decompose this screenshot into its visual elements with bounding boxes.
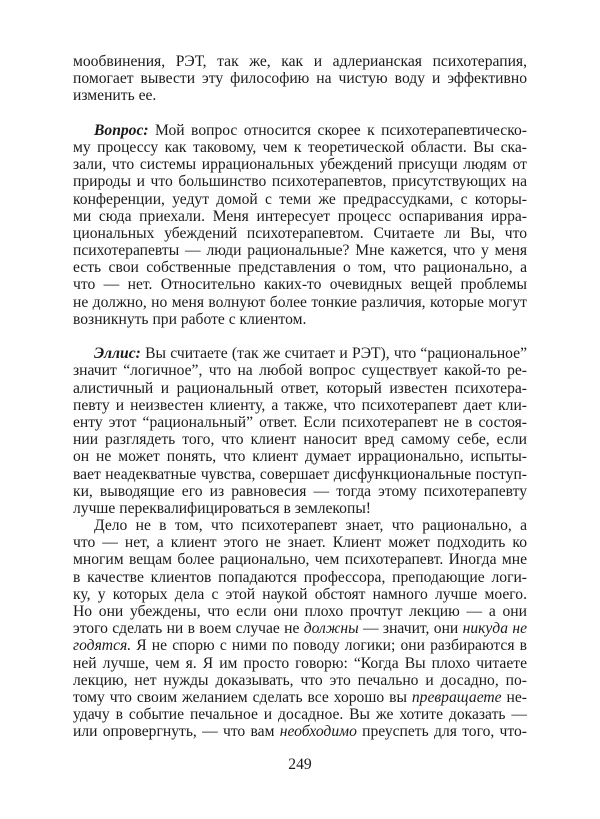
text-line [73,191,527,208]
text-line [73,87,527,104]
text-line [73,637,527,654]
text-segment: многим вещам более рационально, чем психотерапевт. Иногда мне [73,551,527,569]
text-line [73,345,527,362]
text-line [73,380,527,397]
text-line [73,517,527,534]
text-line [73,362,527,379]
page-number: 249 [288,756,312,773]
text-segment: лучше переквалифицироваться в землекопы! [73,499,371,517]
text-line [73,551,527,568]
text-segment: Но они убеждены, что если они плохо прочтут лекцию — а они [73,603,527,620]
emphasis-text: превращаете [411,688,502,706]
text-segment: — значит, они [358,620,463,638]
text-segment: изменить ее. [73,87,157,105]
text-segment: он не может понять, что клиент думает иррационально, испыты- [73,448,527,466]
paragraph-gap [73,328,527,345]
text-segment: Дело не в том, что психотерапевт знает, что рационально, а [94,517,527,535]
text-line [73,276,527,293]
text-segment: нии разглядеть того, что клиент наносит вред самому себе, если [73,431,527,449]
text-line [73,225,527,242]
text-segment: ми сюда приехали. Меня интересует процесс оспаривания ирра- [73,207,527,225]
text-line [73,294,527,311]
text-line [73,706,527,723]
text-segment: ку, у которых дела с этой наукой обстоят намного лучше моего. [73,585,527,603]
text-segment: или опровергнуть, — что вам [73,723,280,741]
text-line [73,569,527,586]
text-segment: возникнуть при работе с клиентом. [73,310,307,328]
text-line [73,397,527,414]
text-line [73,139,527,156]
text-line [73,534,527,551]
text-line [73,500,527,517]
paragraph [73,53,527,105]
text-line [73,53,527,70]
text-line [73,414,527,431]
emphasis-text: необходимо [279,723,357,741]
text-line [73,723,527,740]
text-segment: му процессу как таковому, чем к теоретической области. Вы ска- [73,138,527,156]
text-segment: тому что своим желанием сделать все хорошо вы [73,688,412,706]
text-segment: в качестве клиентов попадаются профессора, преподающие логи- [73,568,527,586]
text-segment: алистичный и рациональный ответ, который известен психотера- [73,379,527,397]
text-segment: не- [501,688,527,706]
paragraph [73,345,527,517]
paragraph [73,122,527,328]
text-segment: зали, что системы иррациональных убеждений присущи людям от [73,156,527,174]
text-segment: вает неадекватные чувства, совершает дисфункциональные поступ- [73,465,527,483]
text-segment: Вы считаете (так же считает и РЭТ), что “рациональное” [140,345,527,363]
text-segment: природы и что большинство психотерапевтов, присутствующих на [73,173,527,191]
text-line [73,208,527,225]
text-segment: енту этот “рациональный” ответ. Если психотерапевт не в состоя- [73,413,527,431]
text-segment: конференции, уедут домой с теми же предрассудками, с которы- [73,190,527,208]
text-segment: психотерапевты — люди рациональные? Мне кажется, что у меня [73,242,527,260]
text-line [73,689,527,706]
text-segment: Мой вопрос относится скорее к психотерапевтическо- [148,121,527,139]
text-line [73,70,527,87]
text-segment: преуспеть для того, что- [356,723,527,741]
text-segment: певту и неизвестен клиенту, а также, что психотерапевт дает кли- [73,396,527,414]
text-segment: этого сделать ни в воем случае не [73,620,304,638]
text-line [73,586,527,603]
text-line [73,242,527,259]
page-body [73,53,527,741]
text-segment: что — нет, а клиент этого не знает. Клиент может подходить ко [73,534,527,552]
text-segment: циональных убеждений психотерапевтом. Считаете ли Вы, что [73,224,527,242]
text-segment: мообвинения, РЭТ, так же, как и адлерианская психотерапия, [73,53,527,70]
text-line [73,620,527,637]
emphasis-text: должны [303,620,359,638]
speaker-label: Эллис: [94,345,141,363]
text-segment: ки, выводящие его из равновесия — тогда этому психотерапевту [73,482,527,500]
paragraph-gap [73,105,527,122]
text-segment: ней лучше, чем я. Я им просто говорю: “Когда Вы плохо читаете [73,654,527,672]
text-line [73,466,527,483]
text-segment: значит “логичное”, что на любой вопрос существует какой-то ре- [73,362,527,380]
text-segment: не должно, но меня волнуют более тонкие различия, которые могут [73,293,527,311]
text-line [73,483,527,500]
emphasis-text: никуда не [462,620,527,638]
text-line [73,173,527,190]
text-line [73,156,527,173]
text-line [73,603,527,620]
text-segment: есть свои собственные представления о том, что рационально, а [73,259,527,277]
text-line [73,431,527,448]
emphasis-text: годятся. [73,637,132,655]
speaker-label: Вопрос: [94,121,149,139]
text-segment: удачу в событие печальное и досадное. Вы же хотите доказать — [73,706,527,724]
text-line [73,311,527,328]
text-line [73,259,527,276]
text-segment: что — нет. Относительно каких-то очевидных вещей проблемы [73,276,527,294]
text-line [73,122,527,139]
text-segment: Я не спорю с ними по поводу логики; они разбираются в [131,637,527,655]
text-line [73,655,527,672]
paragraph [73,517,527,740]
text-line [73,448,527,465]
text-segment: лекцию, нет нужды доказывать, что это печально и досадно, по- [73,671,527,689]
text-line [73,672,527,689]
text-segment: помогает вывести эту философию на чистую воду и эффективно [73,70,527,88]
